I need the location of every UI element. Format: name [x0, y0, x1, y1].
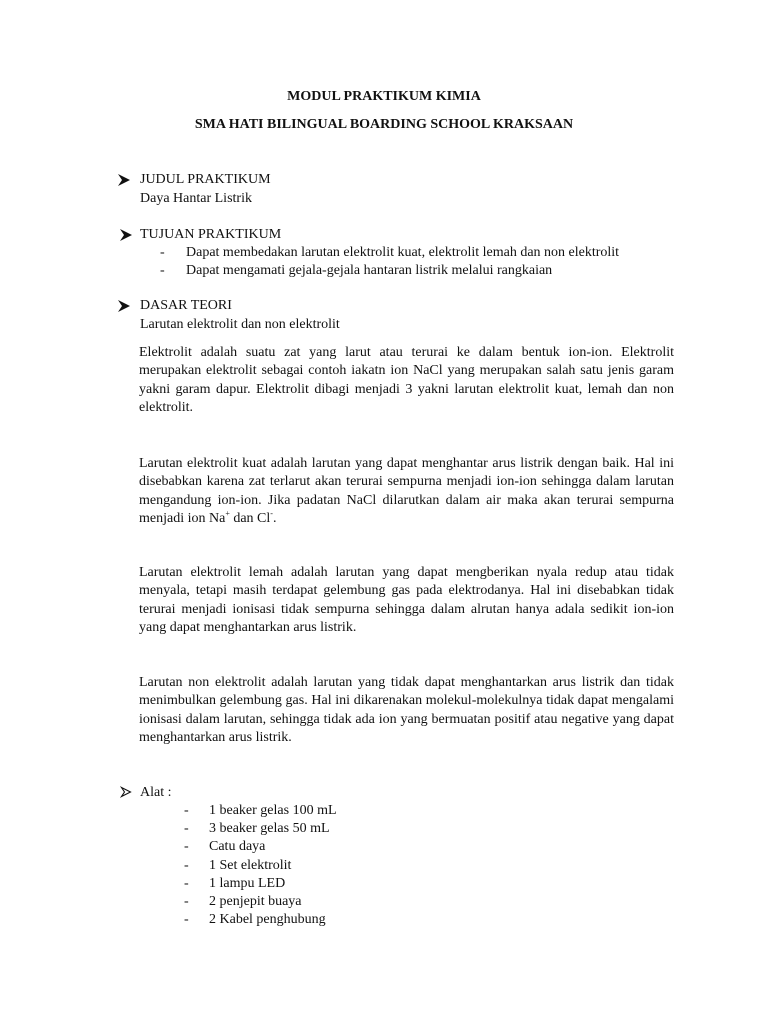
dash-marker: - — [184, 893, 189, 909]
alat-item-text: Catu daya — [209, 839, 266, 855]
module-title: MODUL PRAKTIKUM KIMIA — [287, 89, 481, 104]
dash-marker: - — [184, 857, 189, 873]
list-item — [184, 857, 337, 875]
list-item — [184, 893, 337, 911]
tujuan-item — [160, 244, 619, 262]
tujuan-item-text: Dapat mengamati gejala-gejala hantaran listrik melalui rangkaian — [186, 263, 553, 278]
dash-marker: - — [184, 839, 189, 855]
dash-marker: - — [184, 912, 189, 928]
paragraph-elektrolit-kuat — [139, 455, 674, 529]
alat-item-text: 1 beaker gelas 100 mL — [209, 803, 337, 818]
paragraph-non-elektrolit: Larutan non elektrolit adalah larutan yang tidak dapat menghantarkan arus listrik dan tidak menimbulkan gelembung gas. Hal ini dikarenakan molekul-molekulnya tidak dapat mengalami ionisasi dalam larutan, sehingga tidak ada ion yang bermuatan positif atau negative yang dapat menghantarkan arus listrik. — [139, 675, 674, 746]
na-charge: + — [225, 509, 230, 519]
alat-item-text: 1 Set elektrolit — [209, 857, 292, 873]
cl-ion-text: dan Cl — [229, 511, 271, 527]
tujuan-heading: TUJUAN PRAKTIKUM — [140, 227, 282, 242]
tujuan-item-text: Dapat membedakan larutan elektrolit kuat, elektrolit lemah dan non elektrolit — [186, 245, 620, 260]
alat-list — [184, 802, 337, 929]
paragraph-elektrolit: Elektrolit adalah suatu zat yang larut atau terurai ke dalam bentuk ion-ion. Elektrolit merupakan elektrolit sebagai contoh iakatn ion NaCl yang merupakan salah satu jenis garam yakni garam dapur. Elektrolit dibagi menjadi 3 yakni larutan elektrolit kuat, lemah dan non elektrolit. — [139, 345, 674, 416]
outline-arrowhead-bullet-icon — [120, 786, 140, 802]
alat-item-text: 1 lampu LED — [209, 875, 286, 891]
list-item — [184, 875, 337, 893]
dash-marker: - — [160, 263, 165, 278]
alat-heading: Alat : — [140, 785, 172, 800]
paragraph-elektrolit-lemah: Larutan elektrolit lemah adalah larutan yang dapat mengberikan nyala redup atau tidak menyala, tetapi masih terdapat gelembung gas pada elektrodanya. Hal ini disebabkan tidak terurai menjadi ionisasi tidak sempurna sehingga dalam alrutan hanya adala sedikit ion-ion yang dapat menghantarkan arus listrik. — [139, 565, 674, 636]
judul-text: Daya Hantar Listrik — [140, 191, 252, 206]
sentence-end: . — [272, 511, 277, 527]
dasar-subheading: Larutan elektrolit dan non elektrolit — [140, 317, 340, 332]
alat-item-text: 3 beaker gelas 50 mL — [209, 821, 330, 837]
list-item — [184, 820, 337, 838]
list-item — [184, 838, 337, 856]
school-name: SMA HATI BILINGUAL BOARDING SCHOOL KRAKSAAN — [194, 117, 574, 132]
arrowhead-bullet-icon — [119, 228, 139, 244]
tujuan-item — [160, 262, 552, 280]
alat-item-text: 2 penjepit buaya — [209, 893, 302, 909]
arrowhead-bullet-icon — [117, 299, 137, 315]
list-item — [184, 802, 337, 820]
dash-marker: - — [160, 245, 165, 260]
arrowhead-bullet-icon — [117, 173, 137, 189]
judul-heading: JUDUL PRAKTIKUM — [140, 172, 271, 187]
dash-marker: - — [184, 875, 189, 891]
list-item — [184, 911, 337, 929]
dash-marker: - — [184, 821, 189, 837]
cl-charge: - — [270, 509, 273, 519]
alat-item-text: 2 Kabel penghubung — [209, 912, 326, 928]
dasar-heading: DASAR TEORI — [140, 298, 232, 313]
paragraph-text: Larutan elektrolit kuat adalah larutan yang dapat menghantar arus listrik dengan baik. Hal ini disebabkan karena zat terlarut akan terurai sempurna menjadi ion-ion sehingga dalam larutan mengandung ion-ion. Jika padatan NaCl dilarutkan dalam air maka akan terurai sempurna menjadi ion Na — [139, 456, 674, 527]
dash-marker: - — [184, 803, 189, 818]
